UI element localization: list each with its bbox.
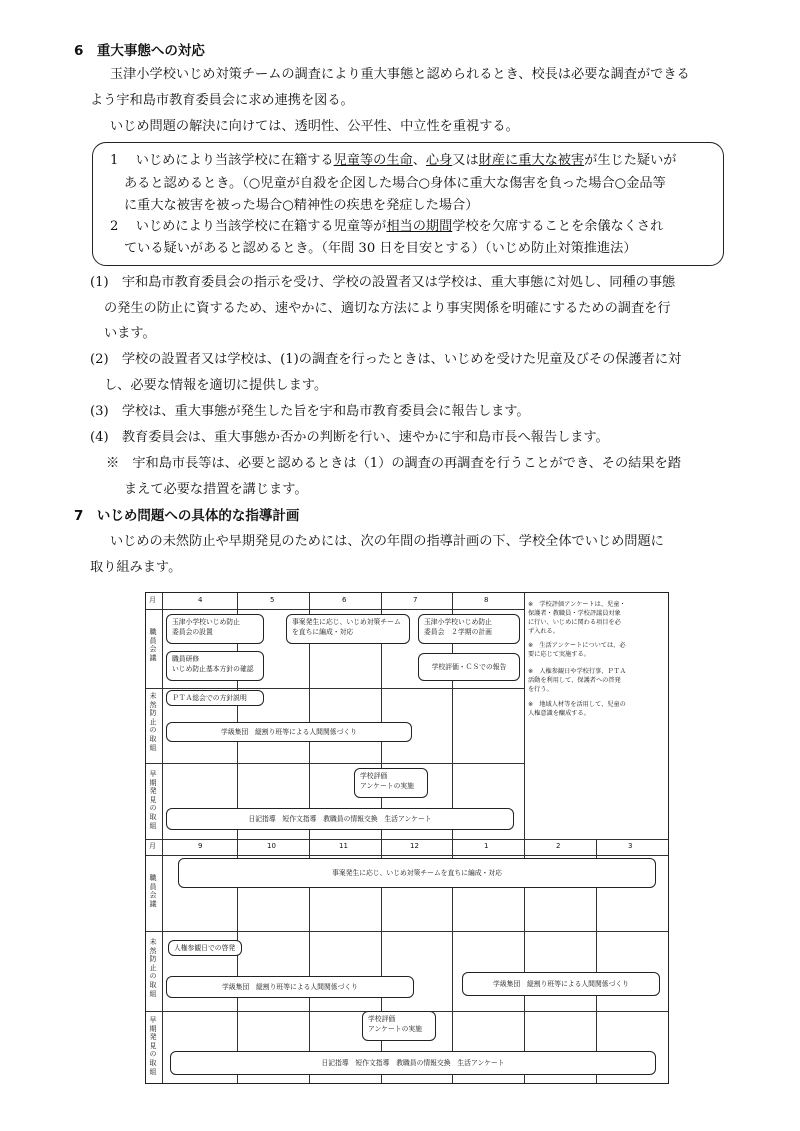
item-text: (4) 教育委員会は、重大事態か否かの判断を行い、速やかに宇和島市長へ報告します。 bbox=[90, 430, 609, 445]
section6-paragraph: いじめ問題の解決に向けては、透明性、公平性、中立性を重視する。 bbox=[110, 119, 519, 134]
plan-box: 学校評価 アンケートの実施 bbox=[362, 1011, 436, 1041]
plan-box: 日記指導 短作文指導 教職員の情報交換 生活アンケート bbox=[170, 1051, 656, 1075]
plan-note: ※ 学校評価アンケートは、児童・ 保護者・教職員・学校評議員対象 に行い、いじめに関わる項目を必 ず入れる。 bbox=[528, 601, 626, 635]
plan-box: 学級集団 縦割り班等による人間関係づくり bbox=[166, 976, 414, 998]
plan-note: ※ 生活アンケートについては、必 要に応じて実施する。 bbox=[528, 642, 626, 658]
item-text: (3) 学校は、重大事態が発生した旨を宇和島市教育委員会に報告します。 bbox=[90, 404, 530, 419]
month-header: 8 bbox=[484, 596, 489, 604]
month-header: 4 bbox=[198, 596, 203, 604]
month-header: 2 bbox=[556, 842, 561, 850]
month-header: 12 bbox=[410, 842, 419, 850]
plan-box: 学校評価・ＣＳでの報告 bbox=[418, 653, 520, 681]
row-label: 早期発見の取組 bbox=[149, 1016, 157, 1076]
item-text: し、必要な情報を適切に提供します。 bbox=[104, 378, 328, 393]
criteria-line: ている疑いがあると認めるとき。（年間 30 日を目安とする）（いじめ防止対策推進法） bbox=[124, 241, 637, 256]
plan-box: 学校評価 アンケートの実施 bbox=[354, 768, 428, 798]
row-label: 職員会議 bbox=[149, 628, 157, 662]
month-header: 11 bbox=[339, 842, 348, 850]
criteria-line: に重大な被害を被った場合○精神性の疾患を発症した場合） bbox=[124, 198, 479, 213]
plan-note: ※ 人権参観日や学校行事、ＰＴＡ 活動を利用して、保護者への啓発 を行う。 bbox=[528, 668, 626, 693]
plan-box: 事案発生に応じ、いじめ対策チーム を直ちに編成・対応 bbox=[286, 614, 410, 644]
criteria-line: あると認めるとき。（○児童が自殺を企図した場合○身体に重大な傷害を負った場合○金品等 bbox=[124, 176, 666, 191]
month-header: 10 bbox=[267, 842, 276, 850]
plan-box: 職員研修 いじめ防止基本方針の確認 bbox=[166, 651, 264, 681]
item-text: います。 bbox=[104, 326, 156, 341]
plan-box: 事案発生に応じ、いじめ対策チームを直ちに編成・対応 bbox=[178, 858, 656, 888]
month-header: 6 bbox=[342, 596, 347, 604]
section6-heading: 6 重大事態への対応 bbox=[74, 43, 205, 59]
item-text: (1) 宇和島市教育委員会の指示を受け、学校の設置者又は学校は、重大事態に対処し、同種の事態 bbox=[90, 275, 676, 290]
section7-heading: 7 いじめ問題への具体的な指導計画 bbox=[74, 508, 300, 524]
plan-box: 人権参観日での啓発 bbox=[168, 940, 242, 956]
month-header: 3 bbox=[628, 842, 633, 850]
month-label: 月 bbox=[149, 596, 156, 604]
item-text: (2) 学校の設置者又は学校は、(1)の調査を行ったときは、いじめを受けた児童及びその保護者に対 bbox=[90, 352, 682, 367]
plan-box: 玉津小学校いじめ防止 委員会の設置 bbox=[166, 614, 264, 644]
section7-paragraph: いじめの未然防止や早期発見のためには、次の年間の指導計画の下、学校全体でいじめ問題に bbox=[110, 534, 664, 549]
section6-paragraph: よう宇和島市教育委員会に求め連携を図る。 bbox=[90, 93, 354, 108]
row-label: 職員会議 bbox=[149, 874, 157, 908]
row-label: 未然防止の取組 bbox=[149, 938, 157, 998]
plan-box: 学級集団 縦割り班等による人間関係づくり bbox=[166, 722, 412, 742]
criteria-line: 1 いじめにより当該学校に在籍する児童等の生命、心身又は財産に重大な被害が生じた疑いが bbox=[110, 153, 677, 168]
plan-box: 学級集団 縦割り班等による人間関係づくり bbox=[462, 972, 660, 996]
month-header: 7 bbox=[413, 596, 418, 604]
criteria-line: 2 いじめにより当該学校に在籍する児童等が相当の期間学校を欠席することを余儀なくされ bbox=[110, 219, 664, 234]
plan-box: 玉津小学校いじめ防止 委員会 ２学期の計画 bbox=[418, 614, 520, 644]
row-label: 未然防止の取組 bbox=[149, 692, 157, 752]
row-label: 早期発見の取組 bbox=[149, 770, 157, 830]
section7-paragraph: 取り組みます。 bbox=[90, 560, 182, 575]
plan-box: ＰＴＡ総会での方針説明 bbox=[166, 690, 264, 706]
month-header: 9 bbox=[198, 842, 203, 850]
note-text: まえて必要な措置を講じます。 bbox=[124, 482, 308, 497]
plan-box: 日記指導 短作文指導 教職員の情報交換 生活アンケート bbox=[166, 808, 514, 830]
item-text: の発生の防止に資するため、速やかに、適切な方法により事実関係を明確にするための調査を行 bbox=[104, 301, 671, 316]
section6-paragraph: 玉津小学校いじめ対策チームの調査により重大事態と認められるとき、校長は必要な調査ができる bbox=[110, 67, 690, 82]
note-text: ※ 宇和島市長等は、必要と認めるときは（1）の調査の再調査を行うことができ、その結果を踏 bbox=[106, 456, 681, 471]
month-header: 1 bbox=[484, 842, 489, 850]
plan-note: ※ 地域人材等を活用して、児童の 人権意識を醸成する。 bbox=[528, 701, 626, 717]
month-label: 月 bbox=[149, 842, 156, 850]
month-header: 5 bbox=[270, 596, 275, 604]
